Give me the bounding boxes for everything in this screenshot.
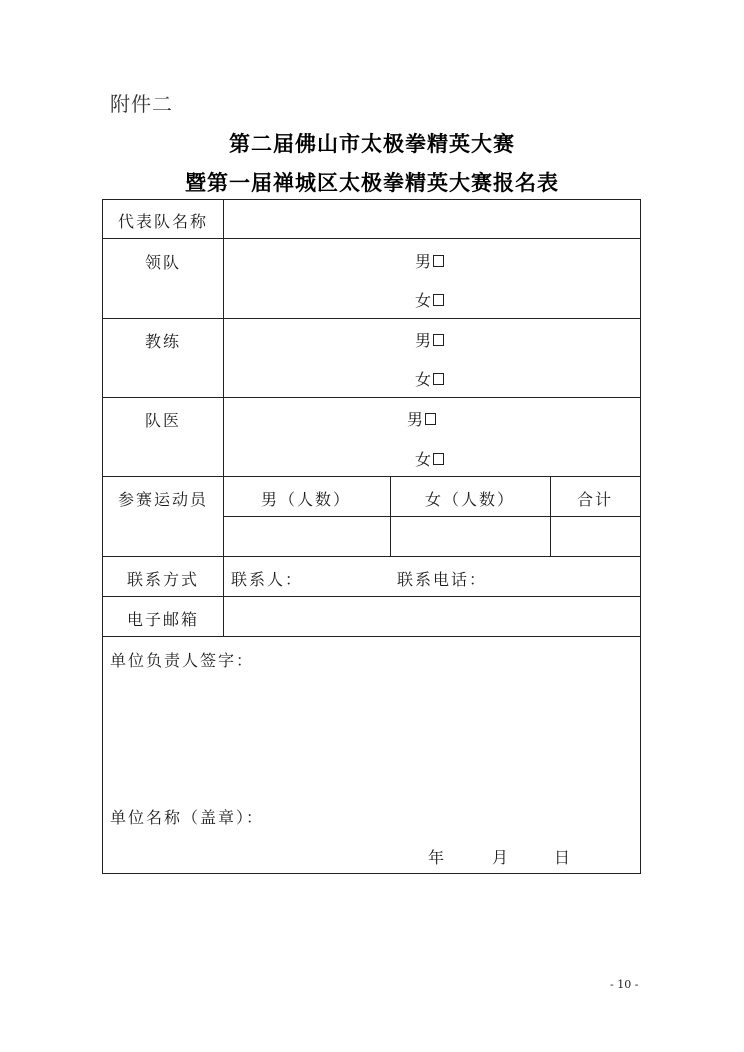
contact-person-label: 联系人：: [231, 570, 304, 589]
contact-label: 联系方式: [126, 570, 200, 589]
total-label: 合计: [576, 490, 614, 509]
leader-label: 领队: [144, 253, 182, 272]
email-label: 电子邮箱: [126, 610, 200, 629]
doctor-label: 队医: [144, 411, 182, 430]
coach-female-option[interactable]: [415, 367, 444, 390]
row-divider: [102, 238, 641, 239]
male-option-label: 男: [407, 410, 424, 429]
column-divider: [550, 476, 551, 556]
row-divider: [102, 476, 641, 477]
team-name-field[interactable]: [226, 202, 638, 236]
male-count-label: 男（人数）: [260, 490, 352, 509]
row-divider: [102, 556, 641, 557]
checkbox-icon[interactable]: [433, 334, 444, 346]
checkbox-icon[interactable]: [433, 453, 444, 465]
checkbox-icon[interactable]: [433, 373, 444, 385]
leader-male-option[interactable]: [415, 249, 444, 272]
date-year-label: 年: [428, 848, 447, 867]
row-divider: [102, 397, 641, 398]
coach-male-option[interactable]: [415, 328, 444, 351]
date-day-label: 日: [554, 848, 573, 867]
checkbox-icon[interactable]: [433, 294, 444, 306]
leader-female-option[interactable]: [415, 288, 444, 311]
column-divider: [390, 476, 391, 556]
row-divider: [223, 516, 641, 517]
male-option-label: 男: [415, 252, 432, 271]
seal-label: 单位名称（盖章）：: [110, 808, 265, 827]
female-option-label: 女: [415, 291, 432, 310]
page-number: - 10 -: [610, 978, 639, 991]
doctor-female-option[interactable]: [415, 447, 444, 470]
team-name-label: 代表队名称: [117, 212, 209, 231]
female-option-label: 女: [415, 370, 432, 389]
attachment-label: 附件二: [110, 92, 173, 116]
female-count-field[interactable]: [393, 519, 548, 554]
form-title-line2: 暨第一届禅城区太极拳精英大赛报名表: [185, 171, 559, 195]
date-month-label: 月: [492, 848, 511, 867]
contact-phone-label: 联系电话：: [397, 570, 488, 589]
male-count-field[interactable]: [226, 519, 388, 554]
signature-label: 单位负责人签字：: [110, 651, 255, 670]
email-field[interactable]: [226, 599, 638, 634]
total-field[interactable]: [553, 519, 638, 554]
row-divider: [102, 318, 641, 319]
row-divider: [102, 636, 641, 637]
coach-label: 教练: [144, 332, 182, 351]
female-option-label: 女: [415, 450, 432, 469]
form-title-line1: 第二届佛山市太极拳精英大赛: [229, 132, 515, 156]
doctor-male-option[interactable]: [407, 407, 436, 430]
column-divider: [223, 199, 224, 636]
checkbox-icon[interactable]: [433, 255, 444, 267]
checkbox-icon[interactable]: [425, 413, 436, 425]
athletes-label: 参赛运动员: [117, 490, 209, 509]
male-option-label: 男: [415, 331, 432, 350]
female-count-label: 女（人数）: [424, 490, 516, 509]
row-divider: [102, 596, 641, 597]
